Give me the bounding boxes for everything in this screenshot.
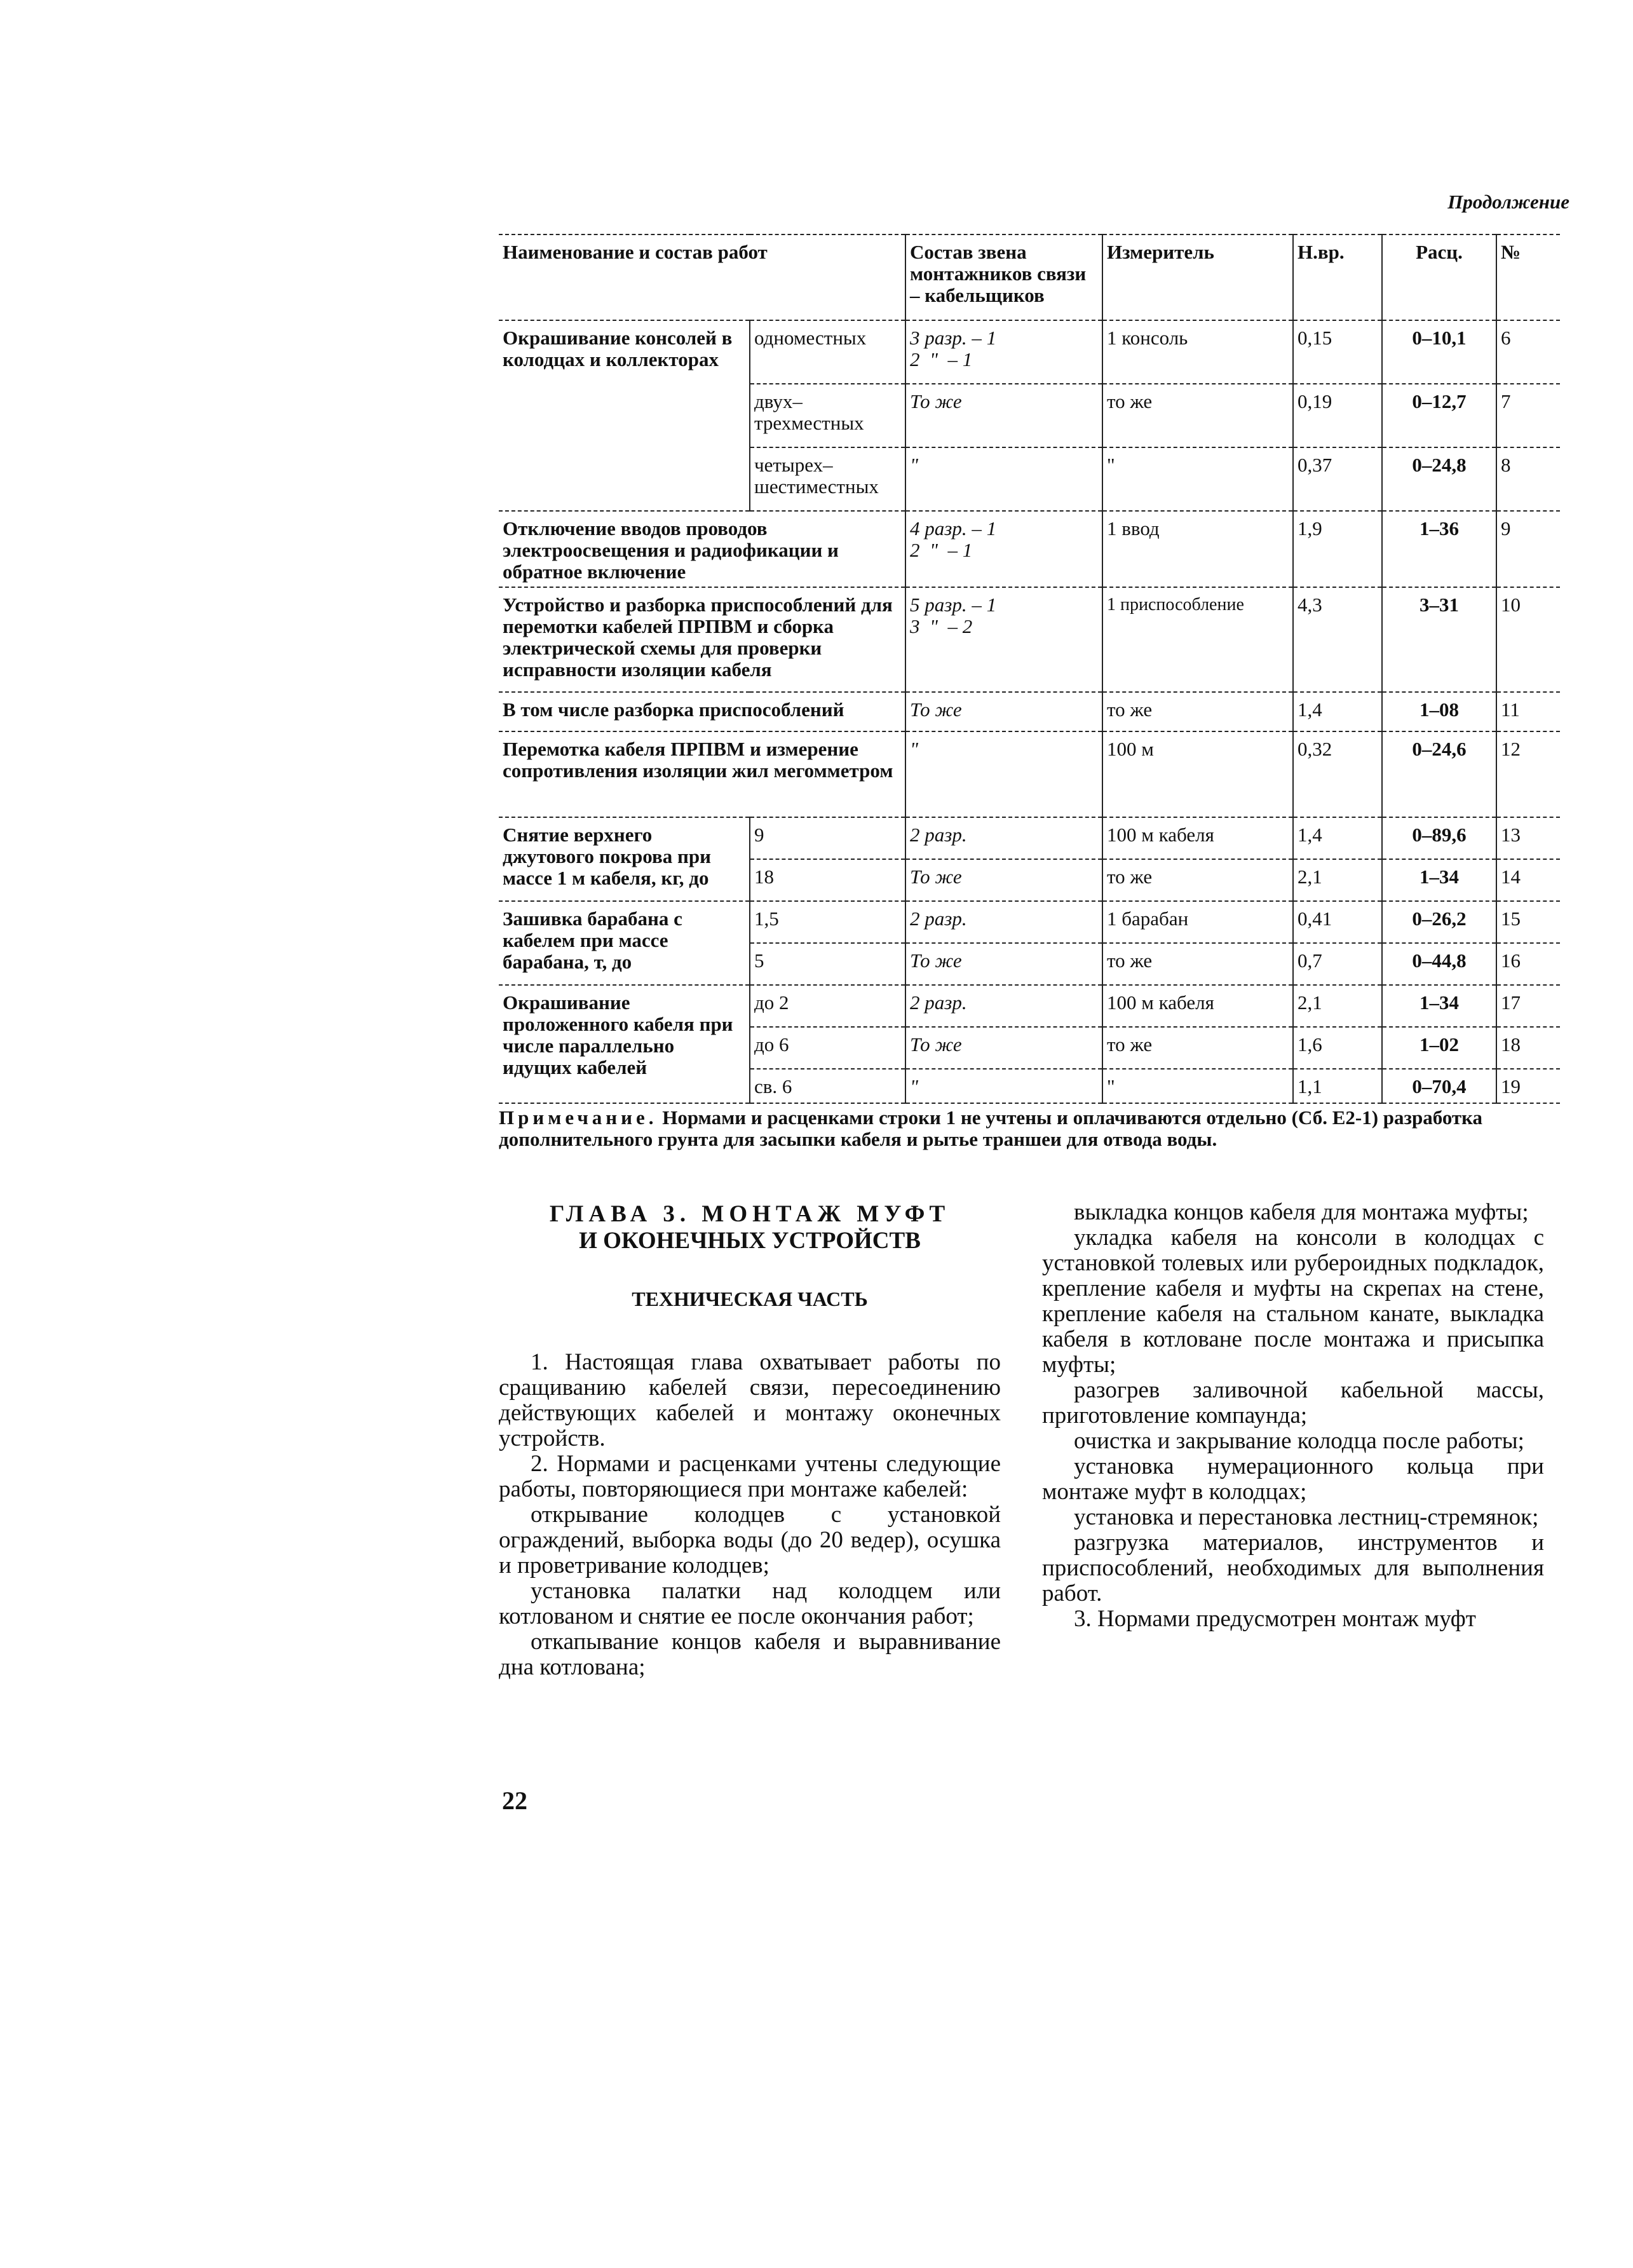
header-num: № bbox=[1496, 234, 1560, 320]
paragraph: установка палатки над колодцем или котлованом и снятие ее после окончания работ; bbox=[499, 1578, 1001, 1629]
row-group-name: Зашивка барабана с кабелем при массе барабана, т, до bbox=[499, 901, 750, 985]
table-row bbox=[499, 985, 1560, 1027]
row-unit: 100 м кабеля bbox=[1102, 817, 1293, 859]
right-column bbox=[1042, 1200, 1544, 1632]
row-price: 1–02 bbox=[1382, 1027, 1496, 1069]
row-unit: 1 консоль bbox=[1102, 320, 1293, 384]
note-text: Нормами и расценками строки 1 не учтены и оплачиваются отдельно (Сб. Е2-1) разработка дополнительного грунта для засыпки кабеля и рытье траншеи для отвода воды. bbox=[499, 1106, 1483, 1150]
row-time: 1,4 bbox=[1293, 817, 1382, 859]
row-subitem: 1,5 bbox=[750, 901, 905, 943]
row-unit: 1 приспособление bbox=[1102, 587, 1293, 692]
paragraph: 2. Нормами и расценками учтены следующие работы, повторяющиеся при монтаже кабелей: bbox=[499, 1451, 1001, 1502]
header-unit: Измеритель bbox=[1102, 234, 1293, 320]
header-price: Расц. bbox=[1382, 234, 1496, 320]
row-price: 3–31 bbox=[1382, 587, 1496, 692]
row-num: 17 bbox=[1496, 985, 1560, 1027]
row-time: 0,19 bbox=[1293, 384, 1382, 447]
paragraph: разгрузка материалов, инструментов и приспособлений, необходимых для выполнения работ. bbox=[1042, 1530, 1544, 1606]
row-num: 8 bbox=[1496, 447, 1560, 511]
table-row bbox=[499, 320, 1560, 384]
row-num: 18 bbox=[1496, 1027, 1560, 1069]
row-subitem: 9 bbox=[750, 817, 905, 859]
row-num: 15 bbox=[1496, 901, 1560, 943]
row-time: 2,1 bbox=[1293, 985, 1382, 1027]
row-unit: то же bbox=[1102, 859, 1293, 901]
row-time: 0,32 bbox=[1293, 731, 1382, 817]
paragraph: открывание колодцев с установкой ограждений, выборка воды (до 20 ведер), осушка и проветривание колодцев; bbox=[499, 1502, 1001, 1579]
row-time: 1,6 bbox=[1293, 1027, 1382, 1069]
chapter-title-line1: ГЛАВА 3. МОНТАЖ МУФТ bbox=[549, 1201, 951, 1227]
row-price: 0–89,6 bbox=[1382, 817, 1496, 859]
row-num: 14 bbox=[1496, 859, 1560, 901]
row-price: 1–08 bbox=[1382, 692, 1496, 731]
row-subitem: двух–трехместных bbox=[750, 384, 905, 447]
row-crew: 2 разр. bbox=[905, 901, 1102, 943]
row-unit: " bbox=[1102, 447, 1293, 511]
row-price: 1–36 bbox=[1382, 511, 1496, 587]
row-unit: 1 ввод bbox=[1102, 511, 1293, 587]
row-unit: то же bbox=[1102, 943, 1293, 985]
row-group-name: Окрашивание консолей в колодцах и коллекторах bbox=[499, 320, 750, 511]
row-price: 1–34 bbox=[1382, 985, 1496, 1027]
header-crew: Состав звена монтажников связи – кабельщиков bbox=[905, 234, 1102, 320]
row-crew: " bbox=[905, 1069, 1102, 1103]
row-crew: 3 разр. – 1 2 " – 1 bbox=[905, 320, 1102, 384]
row-crew: То же bbox=[905, 859, 1102, 901]
left-column bbox=[499, 1201, 1001, 1680]
row-crew: То же bbox=[905, 692, 1102, 731]
row-time: 0,7 bbox=[1293, 943, 1382, 985]
row-subitem: 18 bbox=[750, 859, 905, 901]
paragraph: выкладка концов кабеля для монтажа муфты; bbox=[1074, 1199, 1529, 1225]
chapter-title bbox=[499, 1201, 1001, 1254]
table-row bbox=[499, 587, 1560, 692]
row-price: 0–44,8 bbox=[1382, 943, 1496, 985]
row-subitem: до 2 bbox=[750, 985, 905, 1027]
header-time: Н.вр. bbox=[1293, 234, 1382, 320]
row-crew: 2 разр. bbox=[905, 817, 1102, 859]
norms-table bbox=[499, 234, 1560, 1104]
row-num: 6 bbox=[1496, 320, 1560, 384]
row-time: 0,41 bbox=[1293, 901, 1382, 943]
row-time: 0,37 bbox=[1293, 447, 1382, 511]
table-row bbox=[499, 731, 1560, 817]
table-note bbox=[499, 1107, 1560, 1150]
chapter-title-line2: И ОКОНЕЧНЫХ УСТРОЙСТВ bbox=[579, 1228, 921, 1254]
table-row bbox=[499, 901, 1560, 943]
row-num: 16 bbox=[1496, 943, 1560, 985]
row-unit: то же bbox=[1102, 384, 1293, 447]
page-number: 22 bbox=[502, 1786, 527, 1815]
row-subitem: 5 bbox=[750, 943, 905, 985]
paragraph: установка нумерационного кольца при монтаже муфт в колодцах; bbox=[1042, 1453, 1544, 1505]
row-num: 13 bbox=[1496, 817, 1560, 859]
row-unit: 1 барабан bbox=[1102, 901, 1293, 943]
row-group-name: Окрашивание проложенного кабеля при числе параллельно идущих кабелей bbox=[499, 985, 750, 1103]
row-name: Перемотка кабеля ПРПВМ и измерение сопротивления изоляции жил мегомметром bbox=[499, 731, 905, 817]
row-group-name: Снятие верхнего джутового покрова при массе 1 м кабеля, кг, до bbox=[499, 817, 750, 901]
table-row bbox=[499, 817, 1560, 859]
row-crew: То же bbox=[905, 1027, 1102, 1069]
row-crew: То же bbox=[905, 384, 1102, 447]
row-crew: " bbox=[905, 731, 1102, 817]
note-label: Примечание. bbox=[499, 1106, 658, 1129]
row-time: 1,9 bbox=[1293, 511, 1382, 587]
row-price: 1–34 bbox=[1382, 859, 1496, 901]
row-name: Устройство и разборка приспособлений для перемотки кабелей ПРПВМ и сборка электрической схемы для проверки исправности изоляции кабеля bbox=[499, 587, 905, 692]
row-crew: То же bbox=[905, 943, 1102, 985]
row-unit: 100 м bbox=[1102, 731, 1293, 817]
table-row bbox=[499, 692, 1560, 731]
row-price: 0–24,8 bbox=[1382, 447, 1496, 511]
row-time: 2,1 bbox=[1293, 859, 1382, 901]
row-subitem: четырех–шеcтиместных bbox=[750, 447, 905, 511]
row-num: 11 bbox=[1496, 692, 1560, 731]
row-subitem: св. 6 bbox=[750, 1069, 905, 1103]
row-unit: то же bbox=[1102, 692, 1293, 731]
row-subitem: до 6 bbox=[750, 1027, 905, 1069]
row-crew: 5 разр. – 1 3 " – 2 bbox=[905, 587, 1102, 692]
row-unit: 100 м кабеля bbox=[1102, 985, 1293, 1027]
row-unit: " bbox=[1102, 1069, 1293, 1103]
continuation-label: Продолжение bbox=[1447, 191, 1569, 213]
table-row bbox=[499, 511, 1560, 587]
row-name: Отключение вводов проводов электроосвещения и радиофикации и обратное включение bbox=[499, 511, 905, 587]
section-subheading: ТЕХНИЧЕСКАЯ ЧАСТЬ bbox=[632, 1287, 868, 1310]
row-name: В том числе разборка приспособлений bbox=[499, 692, 905, 731]
row-price: 0–12,7 bbox=[1382, 384, 1496, 447]
row-crew: 2 разр. bbox=[905, 985, 1102, 1027]
paragraph: укладка кабеля на консоли в колодцах с установкой толевых или рубероидных подкладок, крепление кабеля и муфты на скрепах на стене, крепление кабеля на стальном канате, выкладка кабеля в котловане после монтажа и присыпка муфты; bbox=[1042, 1225, 1544, 1378]
row-num: 10 bbox=[1496, 587, 1560, 692]
header-name: Наименование и состав работ bbox=[499, 234, 905, 320]
row-time: 4,3 bbox=[1293, 587, 1382, 692]
row-num: 7 bbox=[1496, 384, 1560, 447]
row-subitem: одноместных bbox=[750, 320, 905, 384]
row-price: 0–24,6 bbox=[1382, 731, 1496, 817]
paragraph: 3. Нормами предусмотрен монтаж муфт bbox=[1074, 1606, 1476, 1632]
paragraph: откапывание концов кабеля и выравнивание дна котлована; bbox=[499, 1629, 1001, 1680]
table-header-row bbox=[499, 234, 1560, 320]
row-time: 1,1 bbox=[1293, 1069, 1382, 1103]
row-num: 12 bbox=[1496, 731, 1560, 817]
row-price: 0–26,2 bbox=[1382, 901, 1496, 943]
paragraph: установка и перестановка лестниц-стремянок; bbox=[1074, 1504, 1539, 1530]
row-time: 0,15 bbox=[1293, 320, 1382, 384]
row-num: 9 bbox=[1496, 511, 1560, 587]
row-num: 19 bbox=[1496, 1069, 1560, 1103]
paragraph: 1. Настоящая глава охватывает работы по сращиванию кабелей связи, пересоединению действующих кабелей и монтажу оконечных устройств. bbox=[499, 1349, 1001, 1451]
paragraph: очистка и закрывание колодца после работы; bbox=[1074, 1428, 1524, 1454]
row-price: 0–70,4 bbox=[1382, 1069, 1496, 1103]
paragraph: разогрев заливочной кабельной массы, приготовление компаунда; bbox=[1042, 1377, 1544, 1429]
row-crew: 4 разр. – 1 2 " – 1 bbox=[905, 511, 1102, 587]
row-unit: то же bbox=[1102, 1027, 1293, 1069]
row-price: 0–10,1 bbox=[1382, 320, 1496, 384]
row-time: 1,4 bbox=[1293, 692, 1382, 731]
row-crew: " bbox=[905, 447, 1102, 511]
